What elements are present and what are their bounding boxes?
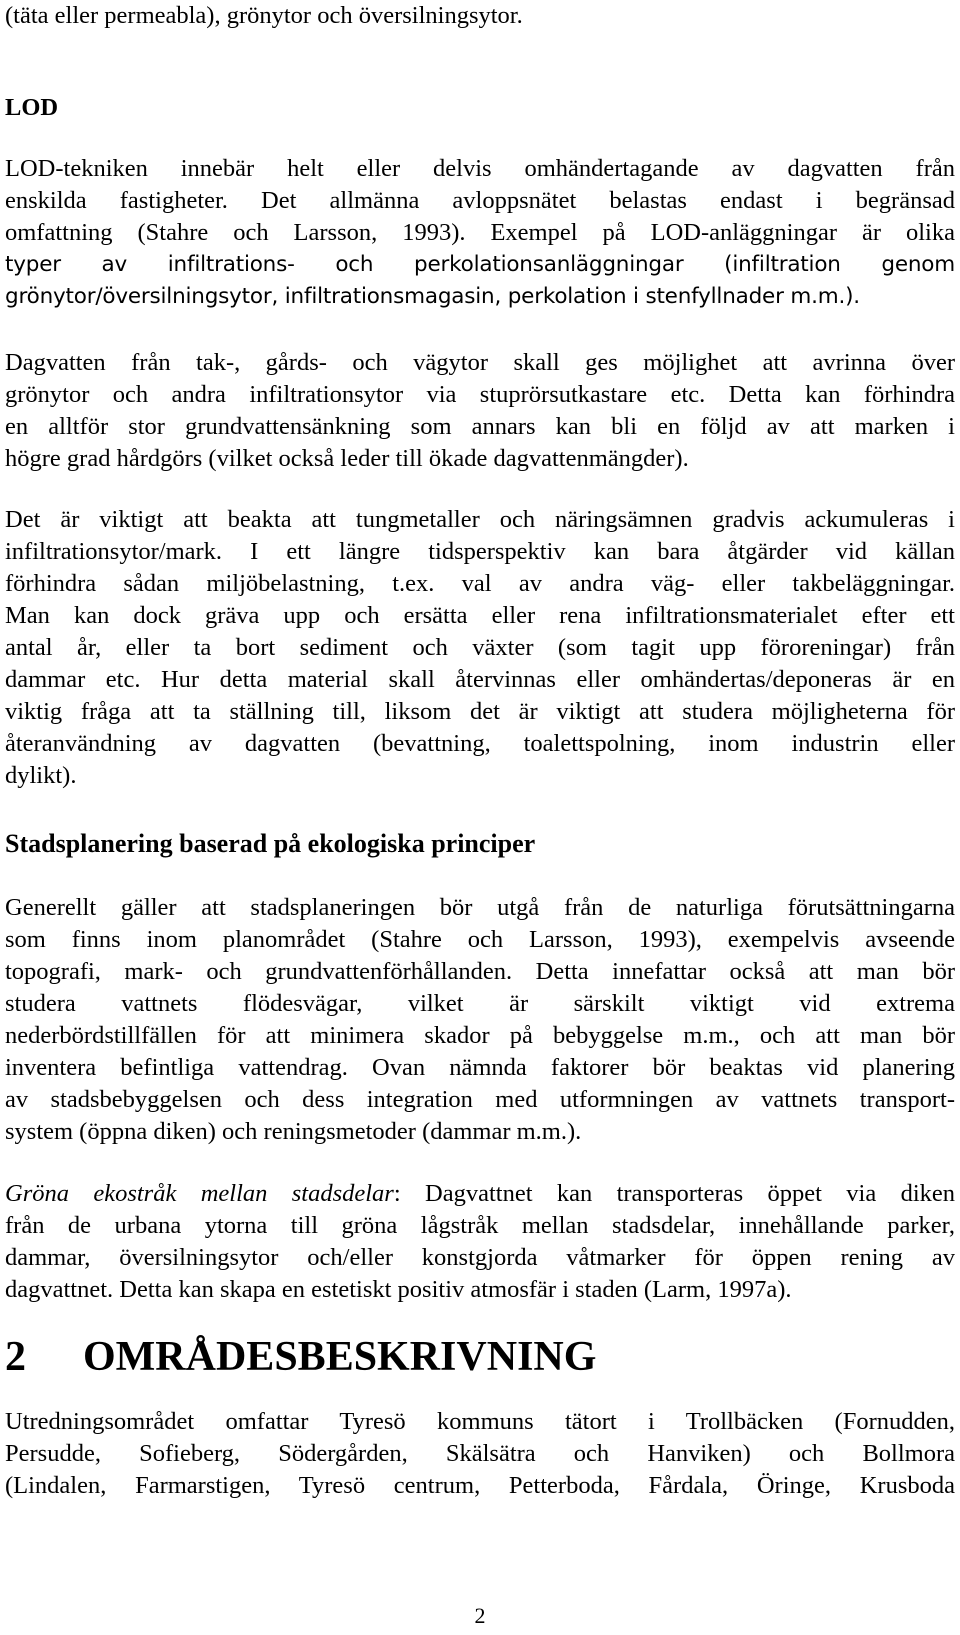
document-page [5, 0, 955, 1502]
stadsplanering-line-8: system (öppna diken) och reningsmetoder (dammar m.m.). [5, 1118, 582, 1145]
lod-line-5: grönytor/översilningsytor, infiltrationsmagasin, perkolation i stenfyllnader m.m.). [5, 284, 860, 309]
omrade-paragraph [5, 1406, 955, 1502]
dagvatten-line-1: Dagvatten från tak-, gårds- och vägytor skall ges möjlighet att avrinna över [5, 349, 955, 376]
grona-first-line-rest: : Dagvattnet kan transporteras öppet via diken [393, 1180, 956, 1207]
stadsplanering-line-3: topografi, mark- och grundvattenförhållanden. Detta innefattar också att man bör [5, 958, 955, 985]
dagvatten-paragraph [5, 347, 955, 475]
lod-line-1: LOD-tekniken innebär helt eller delvis omhändertagande av dagvatten från [5, 155, 955, 182]
dagvatten-line-4: högre grad hårdgörs (vilket också leder till ökade dagvattenmängder). [5, 445, 689, 472]
viktigt-line-4: Man kan dock gräva upp och ersätta eller rena infiltrationsmaterialet efter ett [5, 602, 955, 629]
grona-line-3: dammar, översilningsytor och/eller konstgjorda våtmarker för öppen rening av [5, 1244, 955, 1271]
viktigt-line-6: dammar etc. Hur detta material skall återvinnas eller omhändertas/deponeras är en [5, 666, 955, 693]
stadsplanering-line-6: inventera befintliga vattendrag. Ovan nämnda faktorer bör beaktas vid planering [5, 1054, 955, 1081]
viktigt-line-5: antal år, eller ta bort sediment och växter (som tagit upp föroreningar) från [5, 634, 955, 661]
viktigt-line-9: dylikt). [5, 762, 77, 789]
grona-paragraph [5, 1178, 955, 1306]
lod-line-2: enskilda fastigheter. Det allmänna avloppsnätet belastas endast i begränsad [5, 187, 955, 214]
chapter-heading [5, 1332, 955, 1382]
dagvatten-line-3: en alltför stor grundvattensänkning som annars kan bli en följd av att marken i [5, 413, 955, 440]
viktigt-line-8: återanvändning av dagvatten (bevattning, toalettspolning, inom industrin eller [5, 730, 955, 757]
viktigt-line-7: viktig fråga att ta ställning till, liksom det är viktigt att studera möjligheterna för [5, 698, 955, 725]
stadsplanering-line-1: Generellt gäller att stadsplaneringen bör utgå från de naturliga förutsättningarna [5, 894, 955, 921]
stadsplanering-line-7: av stadsbebyggelsen och dess integration med utformningen av vattnets transport- [5, 1086, 955, 1113]
page-number: 2 [474, 1603, 486, 1628]
viktigt-line-3: förhindra sådan miljöbelastning, t.ex. val av andra väg- eller takbeläggningar. [5, 570, 955, 597]
lod-heading: LOD [5, 94, 59, 121]
stadsplanering-line-2: som finns inom planområdet (Stahre och Larsson, 1993), exempelvis avseende [5, 926, 955, 953]
chapter-number: 2 [5, 1334, 26, 1380]
viktigt-paragraph [5, 504, 955, 792]
intro-line: (täta eller permeabla), grönytor och översilningsytor. [5, 2, 523, 29]
stadsplanering-line-4: studera vattnets flödesvägar, vilket är särskilt viktigt vid extrema [5, 990, 955, 1017]
lod-line-4: typer av infiltrations- och perkolationsanläggningar (infiltration genom [5, 252, 955, 277]
grona-line-4: dagvattnet. Detta kan skapa en estetiskt positiv atmosfär i staden (Larm, 1997a). [5, 1276, 792, 1303]
lod-paragraph [5, 153, 955, 313]
chapter-title: OMRÅDESBESKRIVNING [83, 1334, 597, 1380]
grona-line-1 [5, 1178, 955, 1210]
omrade-line-2: Persudde, Sofieberg, Södergården, Skälsätra och Hanviken) och Bollmora [5, 1440, 955, 1467]
omrade-line-3: (Lindalen, Farmarstigen, Tyresö centrum, Petterboda, Fårdala, Öringe, Krusboda [5, 1472, 955, 1499]
stadsplanering-line-5: nederbördstillfällen för att minimera skador på bebyggelse m.m., och att man bör [5, 1022, 955, 1049]
grona-term: Gröna ekostråk mellan stadsdelar [5, 1180, 394, 1207]
viktigt-line-2: infiltrationsytor/mark. I ett längre tidsperspektiv kan bara åtgärder vid källan [5, 538, 955, 565]
grona-line-2: från de urbana ytorna till gröna lågstråk mellan stadsdelar, innehållande parker, [5, 1212, 955, 1239]
viktigt-line-1: Det är viktigt att beakta att tungmetaller och näringsämnen gradvis ackumuleras i [5, 506, 955, 533]
lod-line-3: omfattning (Stahre och Larsson, 1993). Exempel på LOD-anläggningar är olika [5, 219, 955, 246]
stadsplanering-paragraph [5, 892, 955, 1148]
omrade-line-1: Utredningsområdet omfattar Tyresö kommuns tätort i Trollbäcken (Fornudden, [5, 1408, 955, 1435]
dagvatten-line-2: grönytor och andra infiltrationsytor via stuprörsutkastare etc. Detta kan förhindra [5, 381, 955, 408]
stadsplanering-heading: Stadsplanering baserad på ekologiska principer [5, 829, 536, 858]
